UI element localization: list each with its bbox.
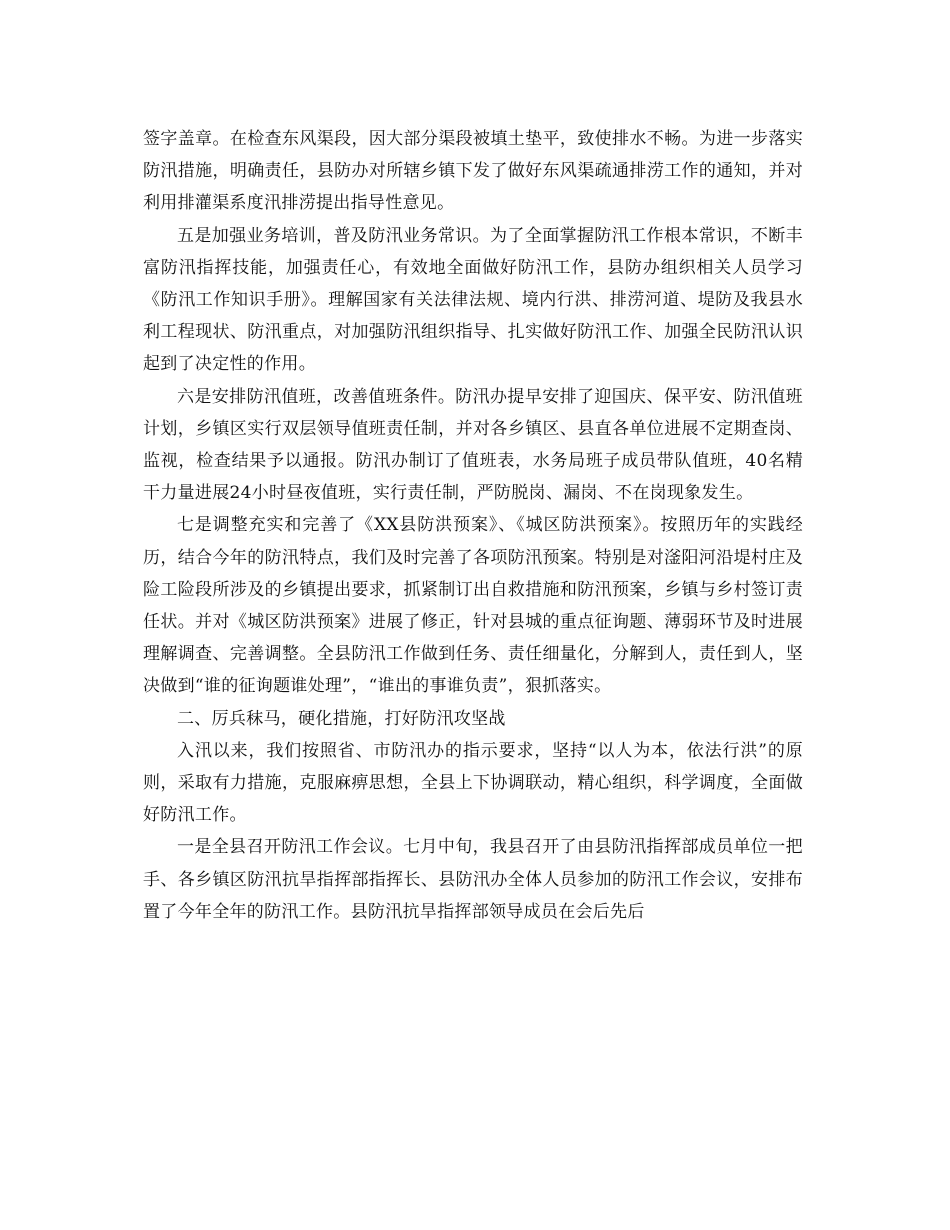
paragraph-6: 一是全县召开防汛工作会议。七月中旬，我县召开了由县防汛指挥部成员单位一把手、各乡镇区防汛抗旱指挥部指挥长、县防汛办全体人员参加的防汛工作会议，安排布置了今年全年的防汛工作。县防汛抗旱指挥部领导成员在会后先后 — [143, 837, 803, 922]
paragraph-4: 七是调整充实和完善了《XX县防洪预案》、《城区防洪预案》。按照历年的实践经历，结合今年的防汛特点，我们及时完善了各项防汛预案。特别是对滏阳河沿堤村庄及险工险段所涉及的乡镇提出要求，抓紧制订出自救措施和防汛预案，乡镇与乡村签订责任状。并对《城区防洪预案》进展了修正，针对县城的重点征询题、薄弱环节及时进展理解调查、完善调整。全县防汛工作做到任务、责任细量化，分解到人，责任到人，坚决做到“谁的征询题谁处理”，“谁出的事谁负责”，狠抓落实。 — [143, 515, 803, 697]
paragraph-1: 签字盖章。在检查东风渠段，因大部分渠段被填土垫平，致使排水不畅。为进一步落实防汛措施，明确责任，县防办对所辖乡镇下发了做好东风渠疏通排涝工作的通知，并对利用排灌渠系度汛排涝提出指导性意见。 — [143, 129, 803, 214]
paragraph-3: 六是安排防汛值班，改善值班条件。防汛办提早安排了迎国庆、保平安、防汛值班计划，乡镇区实行双层领导值班责任制，并对各乡镇区、县直各单位进展不定期查岗、监视，检查结果予以通报。防汛办制订了值班表，水务局班子成员带队值班，40名精干力量进展24小时昼夜值班，实行责任制，严防脱岗、漏岗、不在岗现象发生。 — [143, 386, 803, 504]
paragraph-5: 入汛以来，我们按照省、市防汛办的指示要求，坚持“以人为本，依法行洪”的原则，采取有力措施，克服麻痹思想，全县上下协调联动，精心组织，科学调度，全面做好防汛工作。 — [143, 740, 803, 826]
paragraph-2: 五是加强业务培训，普及防汛业务常识。为了全面掌握防汛工作根本常识，不断丰富防汛指挥技能，加强责任心，有效地全面做好防汛工作，县防办组织相关人员学习《防汛工作知识手册》。理解国家有关法律法规、境内行洪、排涝河道、堤防及我县水利工程现状、防汛重点，对加强防汛组织指导、扎实做好防汛工作、加强全民防汛认识起到了决定性的作用。 — [143, 225, 803, 375]
section-heading: 二、厉兵秣马，硬化措施，打好防汛攻坚战 — [177, 708, 506, 729]
document-body — [143, 123, 803, 928]
